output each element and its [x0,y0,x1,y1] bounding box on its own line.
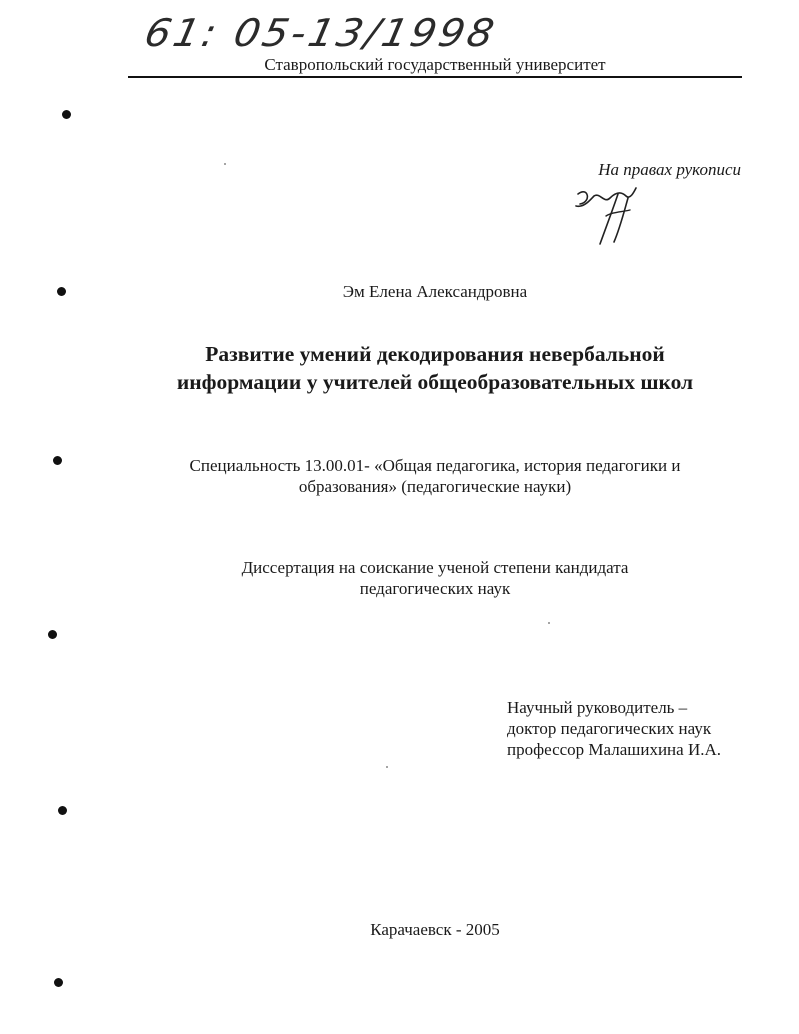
punch-hole-icon [48,630,57,639]
scan-speck [548,622,550,624]
specialty-line-1: Специальность 13.00.01- «Общая педагогика, история педагогики и [189,456,681,475]
supervisor-line-1: Научный руководитель – [507,698,688,717]
degree-line-2: педагогических наук [359,579,511,598]
catalog-code-handwritten: 61: 05-13/1998 [140,12,501,56]
degree-line-1: Диссертация на соискание ученой степени кандидата [241,558,629,577]
punch-hole-icon [53,456,62,465]
supervisor-block [507,697,721,760]
punch-hole-icon [54,978,63,987]
title-line-1: Развитие умений декодирования невербальной [205,342,665,366]
title-line-2: информации у учителей общеобразовательных школ [176,370,694,394]
dissertation-degree [160,557,710,599]
punch-hole-icon [57,287,66,296]
university-name: Ставропольский государственный университет [264,55,606,74]
scan-speck [386,766,388,768]
supervisor-line-3: профессор Малашихина И.А. [507,740,721,759]
punch-hole-icon [62,110,71,119]
dissertation-title [100,340,770,396]
author-name: Эм Елена Александровна [342,282,528,301]
city-year: Карачаевск - 2005 [370,920,500,939]
specialty-text [160,455,710,497]
rights-note: На правах рукописи [598,160,741,179]
header-rule [128,76,742,78]
punch-hole-icon [58,806,67,815]
supervisor-line-2: доктор педагогических наук [507,719,712,738]
scan-speck [224,163,226,165]
signature-icon [570,182,650,262]
specialty-line-2: образования» (педагогические науки) [298,477,572,496]
